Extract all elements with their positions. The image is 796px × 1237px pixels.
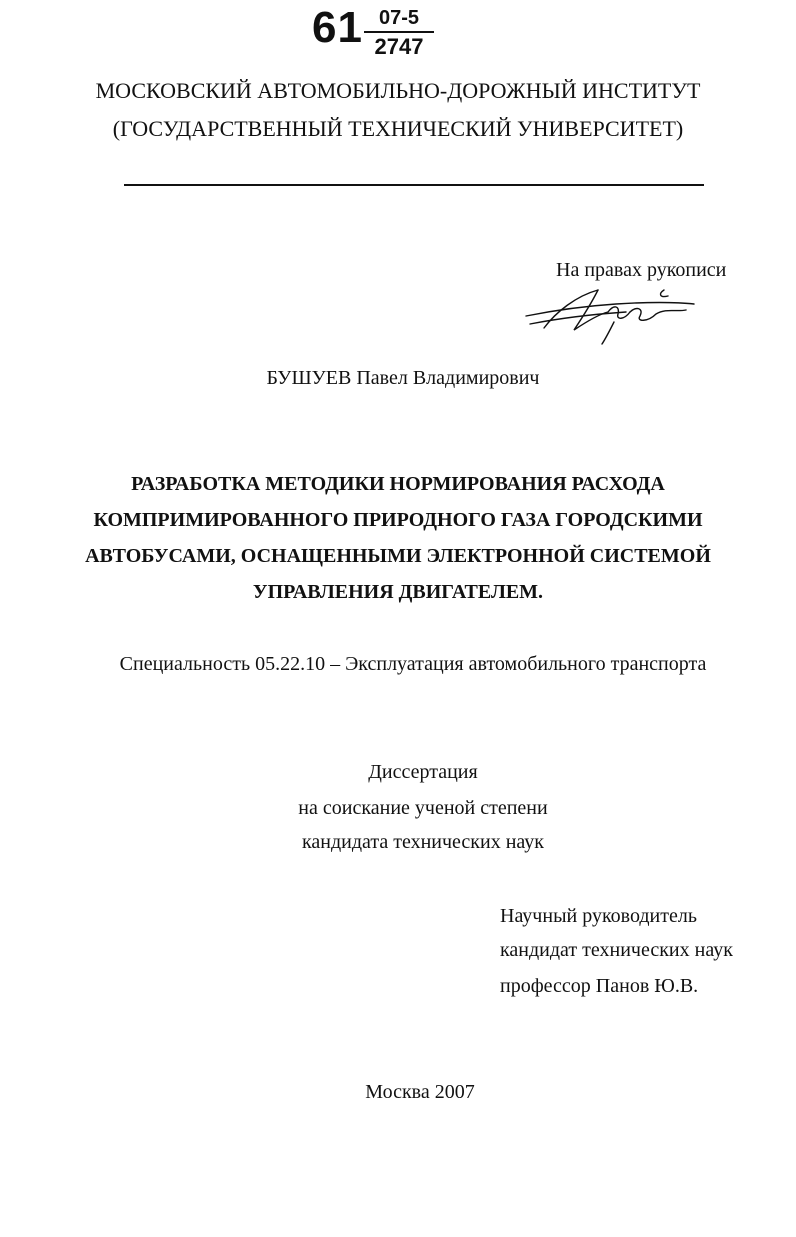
city-year: Москва 2007 bbox=[365, 1081, 475, 1103]
degree-name: кандидата технических наук bbox=[301, 831, 545, 853]
supervisor-label: Научный руководитель bbox=[500, 905, 697, 927]
header-divider bbox=[124, 184, 704, 186]
author-name: БУШУЕВ Павел Владимирович bbox=[266, 367, 540, 389]
dissertation-label: Диссертация bbox=[368, 761, 478, 783]
manuscript-rights-note: На правах рукописи bbox=[556, 259, 727, 281]
institute-name: МОСКОВСКИЙ АВТОМОБИЛЬНО-ДОРОЖНЫЙ ИНСТИТУТ bbox=[95, 78, 701, 103]
dissertation-title-line: АВТОБУСАМИ, ОСНАЩЕННЫМИ ЭЛЕКТРОННОЙ СИСТЕМОЙ bbox=[85, 545, 711, 567]
degree-line: на соискание ученой степени bbox=[298, 797, 548, 819]
catalog-code-denominator: 2747 bbox=[374, 34, 424, 59]
catalog-code-fraction-bar bbox=[364, 31, 434, 33]
supervisor-name: профессор Панов Ю.В. bbox=[500, 975, 699, 997]
catalog-code-fraction bbox=[362, 8, 436, 59]
supervisor-degree: кандидат технических наук bbox=[500, 939, 733, 961]
catalog-code-main: 61 bbox=[312, 3, 363, 52]
dissertation-title-line: КОМПРИМИРОВАННОГО ПРИРОДНОГО ГАЗА ГОРОДСКИМИ bbox=[93, 509, 703, 531]
catalog-code-numerator: 07-5 bbox=[378, 7, 420, 29]
specialty-line: Специальность 05.22.10 – Эксплуатация автомобильного транспорта bbox=[119, 653, 707, 675]
dissertation-title-line: РАЗРАБОТКА МЕТОДИКИ НОРМИРОВАНИЯ РАСХОДА bbox=[131, 473, 665, 495]
signature bbox=[516, 282, 706, 350]
institute-subtitle: (ГОСУДАРСТВЕННЫЙ ТЕХНИЧЕСКИЙ УНИВЕРСИТЕТ) bbox=[112, 116, 684, 141]
dissertation-title-line: УПРАВЛЕНИЯ ДВИГАТЕЛЕМ. bbox=[252, 581, 544, 603]
